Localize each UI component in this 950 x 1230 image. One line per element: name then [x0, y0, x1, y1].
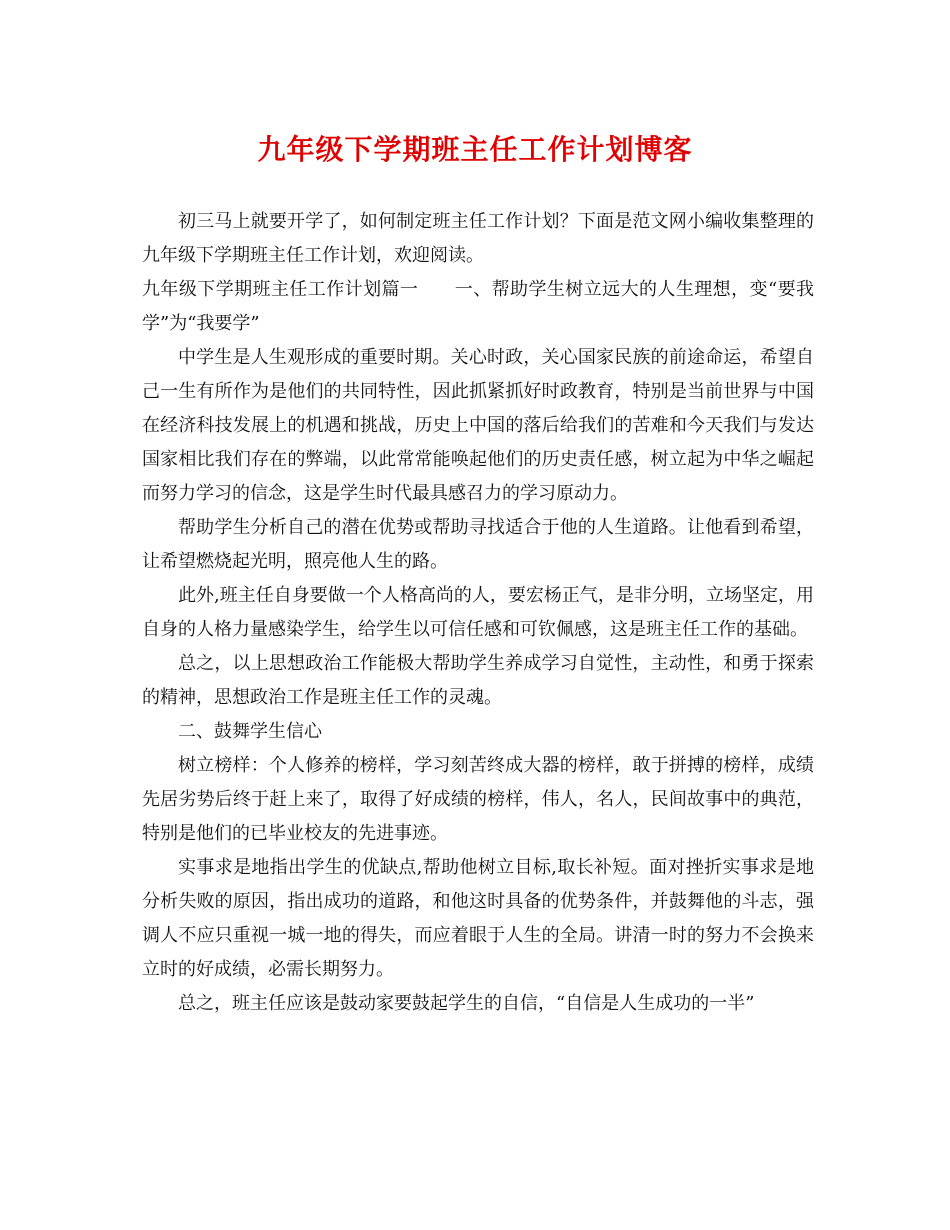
document-title: 九年级下学期班主任工作计划博客 [257, 133, 693, 166]
section2-title: 二、鼓舞学生信心 [178, 721, 322, 742]
paragraph: 实事求是地指出学生的优缺点,帮助他树立目标,取长补短。面对挫折实事求是地分析失败的原因，指出成功的道路，和他这时具备的优势条件，并鼓舞他的斗志，强调人不应只重视一城一地的得失，而应着眼于人生的全局。讲清一时的努力不会换来立时的好成绩，必需长期努力。 [142, 857, 814, 980]
paragraph: 此外,班主任自身要做一个人格高尚的人，要宏杨正气，是非分明，立场坚定，用自身的人格力量感染学生，给学生以可信任感和可钦佩感，这是班主任工作的基础。 [142, 585, 814, 640]
section-heading: 九年级下学期班主任工作计划篇一 [142, 279, 419, 300]
paragraph: 中学生是人生观形成的重要时期。关心时政，关心国家民族的前途命运，希望自己一生有所作为是他们的共同特性，因此抓紧抓好时政教育，特别是当前世界与中国在经济科技发展上的机遇和挑战，历史上中国的落后给我们的苦难和今天我们与发达国家相比我们存在的弊端，以此常常能唤起他们的历史责任感，树立起为中华之崛起而努力学习的信念，这是学生时代最具感召力的学习原动力。 [142, 347, 814, 504]
paragraph: 总之，以上思想政治工作能极大帮助学生养成学习自觉性，主动性，和勇于探索的精神，思想政治工作是班主任工作的灵魂。 [142, 653, 814, 708]
intro-paragraph: 初三马上就要开学了，如何制定班主任工作计划？下面是范文网小编收集整理的九年级下学期班主任工作计划，欢迎阅读。 [142, 211, 814, 266]
paragraph: 帮助学生分析自己的潜在优势或帮助寻找适合于他的人生道路。让他看到希望，让希望燃烧起光明，照亮他人生的路。 [142, 517, 814, 572]
section-heading-line [142, 273, 814, 341]
section1-title: 一、帮助学生树立远大的人生理想，变“要我学”为“我要学” [142, 279, 814, 334]
document-body [142, 205, 814, 1021]
paragraph: 树立榜样：个人修养的榜样，学习刻苦终成大器的榜样，敢于拼搏的榜样，成绩先居劣势后终于赶上来了，取得了好成绩的榜样，伟人，名人，民间故事中的典范，特别是他们的已毕业校友的先进事迹。 [142, 755, 814, 844]
paragraph: 总之，班主任应该是鼓动家要鼓起学生的自信，“自信是人生成功的一半” [178, 993, 755, 1014]
